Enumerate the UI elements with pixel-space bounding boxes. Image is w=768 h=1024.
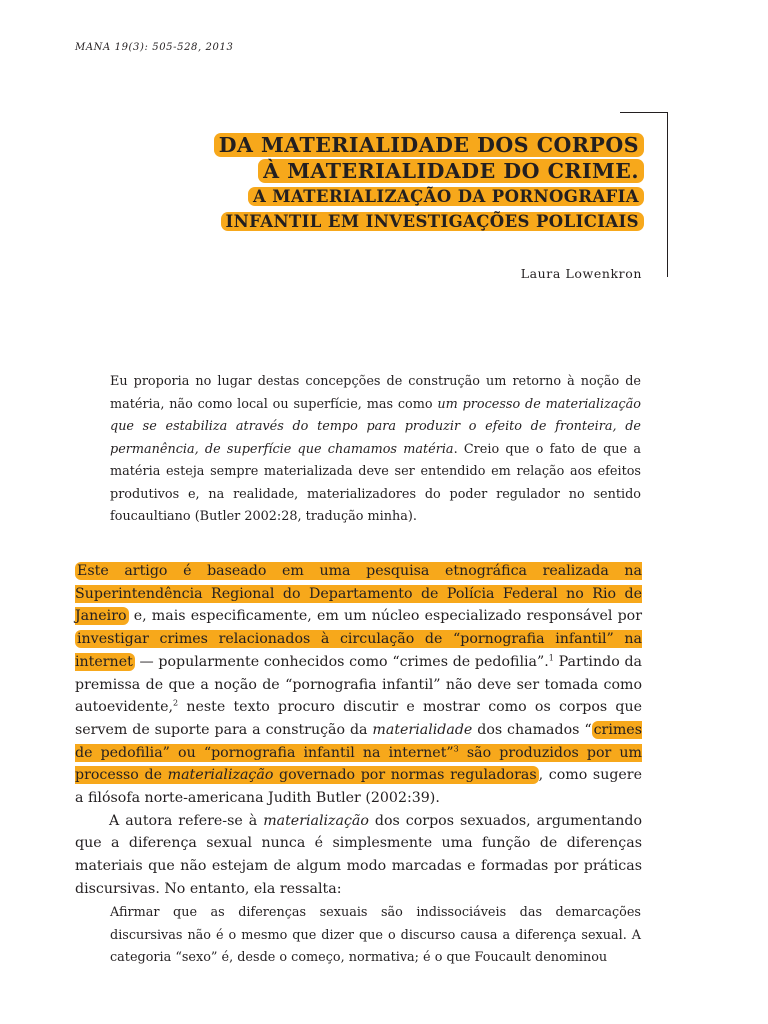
journal-reference: MANA 19(3): 505-528, 2013 <box>75 42 234 53</box>
paragraph-2 <box>75 810 642 901</box>
subtitle-line-1: A MATERIALIZAÇÃO DA PORNOGRAFIA <box>248 187 644 206</box>
subtitle-line-2: INFANTIL EM INVESTIGAÇÕES POLICIAIS <box>221 212 644 231</box>
p1-italic-1: materialidade <box>372 721 473 738</box>
article-body <box>75 560 642 901</box>
highlight-3-text-d: governado por normas reguladoras <box>273 767 537 784</box>
highlight-3-italic: materialização <box>167 767 274 784</box>
title-line-2: À MATERIALIDADE DO CRIME. <box>258 159 644 183</box>
highlight-3-text-a: crimes de pedofilia” ou “pornografia infantil na internet” <box>75 721 642 761</box>
footnote-ref-1[interactable]: 1 <box>548 653 554 663</box>
p2-text-1: A autora refere-se à <box>109 812 264 829</box>
epigraph-text-b: . Creio que o fato de que a matéria esteja sempre materializada deve ser entendido em relação aos efeitos produtivos e, na realidade, materializadores do poder regulador no sentido foucaultiano (Butler 2002:28, tradução minha). <box>110 441 641 524</box>
p1-text-6: , como sugere a filósofa norte-americana Judith Butler (2002:39). <box>75 767 642 807</box>
block-quote-text: Afirmar que as diferenças sexuais são indissociáveis das demarcações discursivas não é o mesmo que dizer que o discurso causa a diferença sexual. A categoria “sexo” é, desde o começo, normativa; é o que Foucault denominou <box>110 905 641 965</box>
highlight-1: Este artigo é baseado em uma pesquisa etnográfica realizada na Superintendência Regional do Departamento de Polícia Federal no Rio de Janeiro <box>75 563 642 625</box>
title-rule-horizontal <box>620 112 668 113</box>
highlight-3-text-b: são produzidos por um processo de <box>75 744 642 784</box>
paragraph-1 <box>75 560 642 810</box>
epigraph-text-a: Eu proporia no lugar destas concepções de construção um retorno à noção de matéria, não como local ou superfície, mas como <box>110 374 641 412</box>
p1-text-2: — popularmente conhecidos como “crimes de pedofilia”. <box>134 653 549 670</box>
highlight-2: investigar crimes relacionados à circulação de “pornografia infantil” na internet <box>75 631 642 670</box>
author-name: Laura Lowenkron <box>520 266 642 281</box>
block-quote <box>110 902 641 970</box>
article-title <box>214 132 644 234</box>
epigraph-quote <box>110 371 641 529</box>
epigraph-italic: um processo de materialização que se estabiliza através do tempo para produzir o efeito de fronteira, de permanência, de superfície que chamamos matéria <box>110 396 641 457</box>
footnote-ref-3[interactable]: 3 <box>453 743 459 753</box>
p1-text-3: Partindo da premissa de que a noção de “pornografia infantil” não deve ser tomada como autoevidente, <box>75 653 642 716</box>
p1-text-1: e, mais especificamente, em um núcleo especializado responsável por <box>128 608 642 625</box>
title-rule-vertical <box>667 112 668 277</box>
title-line-1: DA MATERIALIDADE DOS CORPOS <box>214 133 644 157</box>
p2-text-2: dos corpos sexuados, argumentando que a diferença sexual nunca é simplesmente uma função de diferenças materiais que não estejam de algum modo marcadas e formadas por práticas discursivas. No entanto, ela ressalta: <box>75 812 642 897</box>
p2-italic-1: materialização <box>263 812 369 829</box>
footnote-ref-2[interactable]: 2 <box>173 698 179 708</box>
p1-text-4: neste texto procuro discutir e mostrar como os corpos que servem de suporte para a construção da <box>75 699 642 738</box>
p1-text-5: dos chamados “ <box>472 721 592 738</box>
